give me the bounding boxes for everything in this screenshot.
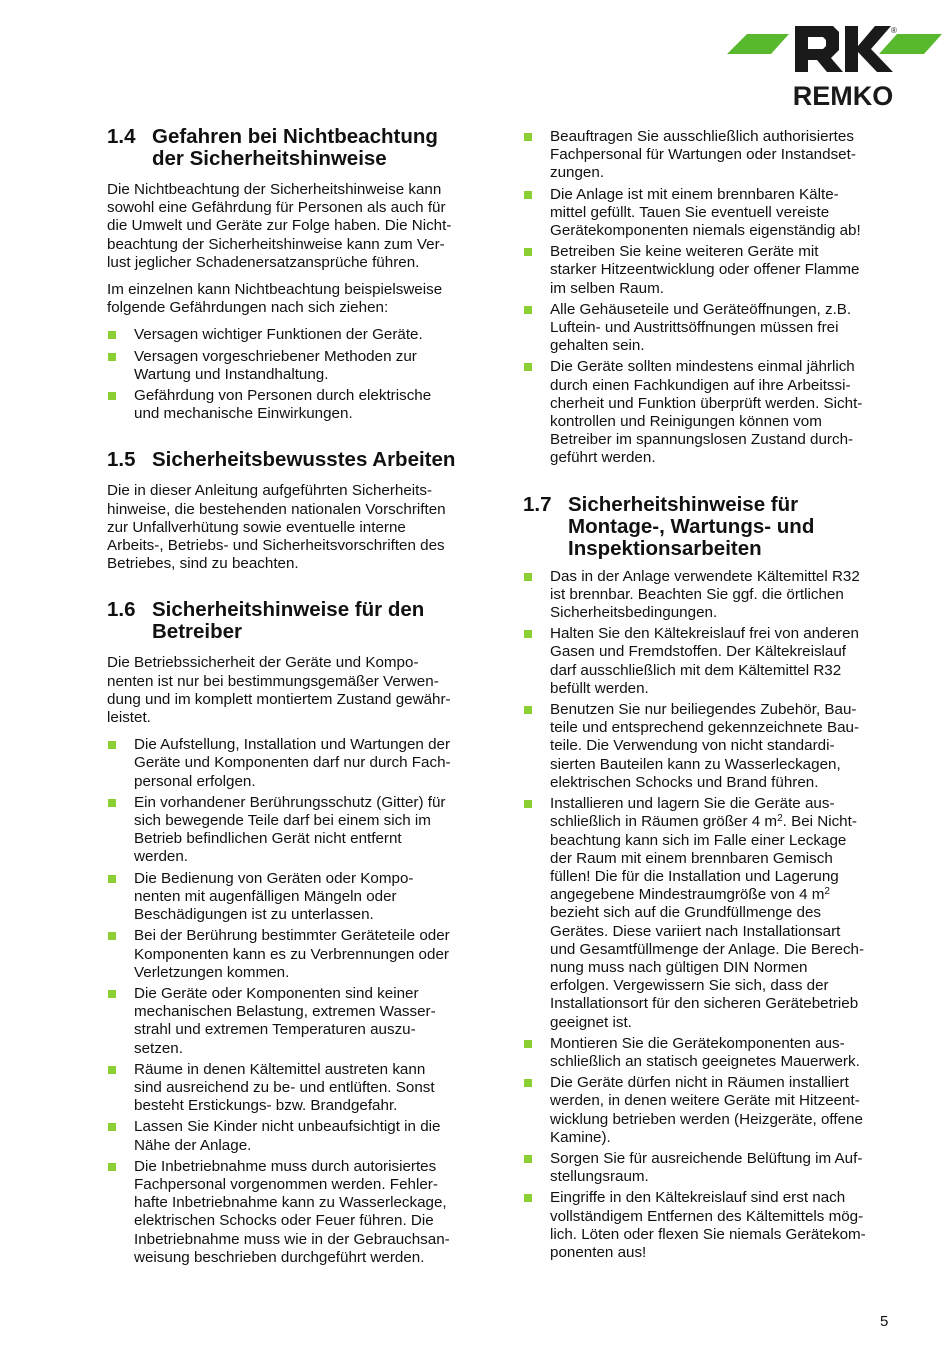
left-column: [107, 126, 479, 1267]
bullet-square-icon: [108, 875, 116, 883]
section-1-7: [523, 494, 895, 1263]
bullet-square-icon: [108, 1123, 116, 1131]
bullet-square-icon: [524, 573, 532, 581]
page-number: 5: [880, 1313, 889, 1330]
list-item: Räume in denen Kältemittel austreten kann sind ausreichend zu be- und entlüften. Sonst besteht Erstickungs- bzw. Brandgefahr.: [107, 1061, 479, 1116]
section-number: 1.7: [523, 492, 552, 516]
bullet-square-icon: [108, 799, 116, 807]
section-heading: [523, 494, 895, 560]
section-title: Sicherheitsbewusstes Arbeiten: [152, 448, 456, 472]
bullet-square-icon: [524, 1040, 532, 1048]
list-item: Die Inbetriebnahme muss durch autorisiertes Fachpersonal vorgenommen werden. Fehler- hafte Inbetriebnahme kann zu Wasserleckage, elektrischen Schocks oder Feuer führen. Die Inbetriebnahme muss wie in der Gebrauchsan- weisung beschrieben durchgeführt werden.: [107, 1158, 479, 1267]
logo-stripe-right: [879, 34, 942, 54]
remko-logo: [725, 22, 943, 114]
registered-mark: ®: [891, 26, 897, 35]
list-item: Betreiben Sie keine weiteren Geräte mit starker Hitzeentwicklung oder offener Flamme im selben Raum.: [523, 243, 895, 298]
section-number: 1.5: [107, 448, 136, 472]
paragraph: Die Nichtbeachtung der Sicherheitshinweise kann sowohl eine Gefährdung für Personen als auch für die Umwelt und Geräte zur Folge haben. Die Nicht- beachtung der Sicherheitshinweise kann zum Ver- lust jeglicher Schadenersatzansprüche führen.: [107, 181, 452, 271]
list-item: Die Aufstellung, Installation und Wartungen der Geräte und Komponenten darf nur durch Fach- personal erfolgen.: [107, 736, 479, 791]
bullet-square-icon: [524, 248, 532, 256]
bullet-list: [523, 568, 895, 1263]
bullet-list: [107, 326, 479, 423]
bullet-square-icon: [524, 1079, 532, 1087]
list-item: Versagen vorgeschriebener Methoden zur Wartung und Instandhaltung.: [107, 348, 479, 384]
logo-stripe-left: [727, 34, 789, 54]
bullet-square-icon: [108, 331, 116, 339]
bullet-square-icon: [108, 990, 116, 998]
section-1-4: [107, 126, 479, 423]
list-item: Bei der Berührung bestimmter Geräteteile oder Komponenten kann es zu Verbrennungen oder Verletzungen kommen.: [107, 927, 479, 982]
logo-wordmark: REMKO: [792, 81, 894, 111]
bullet-square-icon: [524, 630, 532, 638]
paragraph: Die Betriebssicherheit der Geräte und Kompo- nenten ist nur bei bestimmungsgemäßer Verwen- dung und im komplett montiertem Zustand gewähr- leistet.: [107, 654, 451, 727]
bullet-square-icon: [524, 191, 532, 199]
section-heading: [107, 599, 479, 643]
section-title: Sicherheitshinweise für Montage-, Wartungs- und Inspektionsarbeiten: [568, 492, 815, 560]
bullet-square-icon: [108, 741, 116, 749]
bullet-square-icon: [108, 392, 116, 400]
bullet-square-icon: [108, 353, 116, 361]
section-heading: [107, 449, 479, 471]
list-item: Die Geräte sollten mindestens einmal jährlich durch einen Fachkundigen auf ihre Arbeitssi- cherheit und Funktion überprüft werden. Sicht- kontrollen und Reinigungen können vom Betreiber im spannungslosen Zustand durch- geführt werden.: [523, 358, 895, 467]
section-title: Gefahren bei Nichtbeachtung der Sicherheitshinweise: [152, 125, 438, 170]
list-item: Benutzen Sie nur beiliegendes Zubehör, Bau- teile und entsprechend gekennzeichnete Bau- teile. Die Verwendung von nicht standardi- sierten Bauteilen kann zu Wasserleckagen, elektrischen Schocks und Brand führen.: [523, 701, 895, 792]
section-heading: [107, 126, 479, 170]
bullet-square-icon: [524, 133, 532, 141]
bullet-list: [523, 128, 895, 468]
list-item: Die Anlage ist mit einem brennbaren Kälte- mittel gefüllt. Tauen Sie eventuell vereiste Gerätekomponenten niemals eigenständig ab!: [523, 186, 895, 241]
bullet-square-icon: [524, 706, 532, 714]
list-item: Ein vorhandener Berührungsschutz (Gitter) für sich bewegende Teile darf bei einem sich im Betrieb befindlichen Gerät nicht entfernt werden.: [107, 794, 479, 867]
section-title: Sicherheitshinweise für den Betreiber: [152, 598, 425, 644]
bullet-square-icon: [524, 363, 532, 371]
bullet-square-icon: [524, 306, 532, 314]
section-1-5: [107, 449, 479, 573]
paragraph: Die in dieser Anleitung aufgeführten Sicherheits- hinweise, die bestehenden nationalen Vorschriften zur Unfallverhütung sowie eventuelle interne Arbeits-, Betriebs- und Sicherheitsvorschriften des Betriebes, sind zu beachten.: [107, 482, 446, 573]
logo-rk-mark: [795, 26, 893, 72]
list-item: Das in der Anlage verwendete Kältemittel R32 ist brennbar. Beachten Sie ggf. die örtlichen Sicherheitsbedingungen.: [523, 568, 895, 623]
bullet-square-icon: [524, 800, 532, 808]
list-item: Gefährdung von Personen durch elektrische und mechanische Einwirkungen.: [107, 387, 479, 423]
list-item: Installieren und lagern Sie die Geräte aus- schließlich in Räumen größer 4 $m^2$. Bei Nicht- beachtung kann sich im Falle einer Leckage der Raum mit einem brennbaren Gemisch füllen! Die für die Installation und Lagerung angegebene Mindestraumgröße von 4 $m^2$ bezieht sich auf die Grundfüllmenge des Gerätes. Diese variiert nach Installationsart und Gesamtfüllmenge der Anlage. Die Berech- nung muss nach gültigen DIN Normen erfolgen. Vergewissern Sie sich, dass der Installationsort für den sicheren Gerätebetrieb geeignet ist.: [523, 795, 895, 1032]
list-item: Die Bedienung von Geräten oder Kompo- nenten mit augenfälligen Mängeln oder Beschädigungen ist zu unterlassen.: [107, 870, 479, 925]
bullet-list: [107, 736, 479, 1267]
bullet-square-icon: [108, 1066, 116, 1074]
list-item: Lassen Sie Kinder nicht unbeaufsichtigt in die Nähe der Anlage.: [107, 1118, 479, 1154]
section-number: 1.6: [107, 598, 136, 622]
list-item: Sorgen Sie für ausreichende Belüftung im Auf- stellungsraum.: [523, 1150, 895, 1186]
list-item: Die Geräte oder Komponenten sind keiner mechanischen Belastung, extremen Wasser- strahl und extremen Temperaturen auszu- setzen.: [107, 985, 479, 1058]
list-item: Halten Sie den Kältekreislauf frei von anderen Gasen und Fremdstoffen. Der Kältekreislauf darf ausschließlich mit dem Kältemittel R32 befüllt werden.: [523, 625, 895, 698]
list-item: Die Geräte dürfen nicht in Räumen installiert werden, in denen weitere Geräte mit Hitzeent- wicklung betrieben werden (Heizgeräte, offene Kamine).: [523, 1074, 895, 1147]
list-item: Beauftragen Sie ausschließlich authorisiertes Fachpersonal für Wartungen oder Instandset- zungen.: [523, 128, 895, 183]
list-item: Eingriffe in den Kältekreislauf sind erst nach vollständigem Entfernen des Kältemittels mög- lich. Löten oder flexen Sie niemals Gerätekom- ponenten aus!: [523, 1189, 895, 1262]
bullet-square-icon: [524, 1194, 532, 1202]
bullet-square-icon: [108, 932, 116, 940]
bullet-square-icon: [108, 1163, 116, 1171]
paragraph: Im einzelnen kann Nichtbeachtung beispielsweise folgende Gefährdungen nach sich ziehen:: [107, 281, 443, 317]
list-item: Montieren Sie die Gerätekomponenten aus- schließlich an statisch geeignetes Mauerwerk.: [523, 1035, 895, 1071]
bullet-square-icon: [524, 1155, 532, 1163]
right-column: [523, 126, 895, 1262]
list-item: Alle Gehäuseteile und Geräteöffnungen, z.B. Luftein- und Austrittsöffnungen müssen frei gehalten sein.: [523, 301, 895, 356]
list-item: Versagen wichtiger Funktionen der Geräte.: [107, 326, 479, 344]
section-number: 1.4: [107, 125, 136, 148]
section-1-6: [107, 599, 479, 1267]
